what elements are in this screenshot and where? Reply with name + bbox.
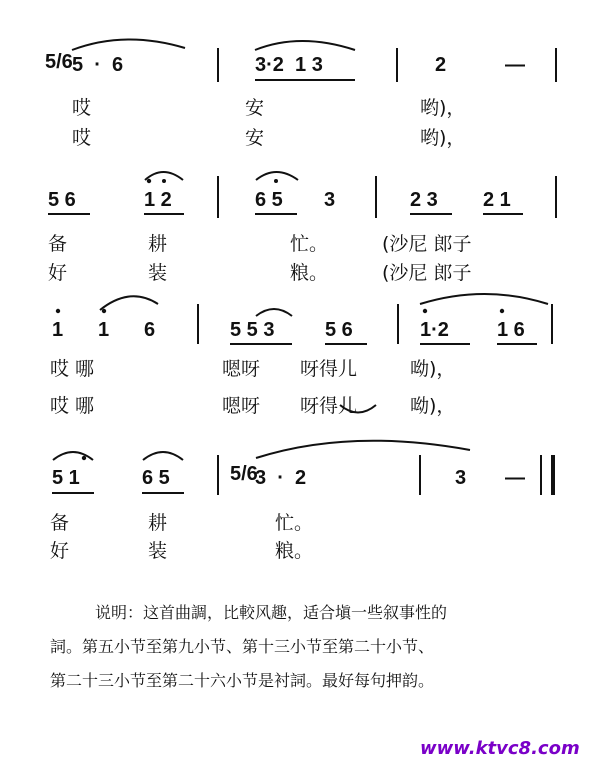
lyric-word: (沙尼 郎子 bbox=[382, 262, 472, 284]
octave-dot bbox=[147, 179, 151, 183]
lyric-word: 安 bbox=[245, 97, 265, 119]
note-group: 6 bbox=[144, 319, 156, 341]
lyric-word: 哟)， bbox=[420, 97, 466, 119]
note-group: 5 6 bbox=[325, 319, 353, 341]
explanation-line-1: 说明：这首曲調，比較风趣，适合塡一些叙事性的 bbox=[95, 603, 448, 622]
explanation-line-2: 詞。第五小节至第九小节、第十三小节至第二十小节、 bbox=[50, 637, 435, 656]
lyric-word: 哟)， bbox=[420, 127, 466, 149]
lyric-word: 粮。 bbox=[275, 540, 314, 562]
octave-dot bbox=[56, 309, 60, 313]
slur bbox=[420, 294, 548, 304]
lyric-word: 好 bbox=[48, 262, 68, 284]
note-group: 3 · 2 bbox=[255, 467, 307, 489]
octave-dot bbox=[423, 309, 427, 313]
explanation-line-3: 第二十三小节至第二十六小节是衬詞。最好每句押韵。 bbox=[50, 671, 435, 690]
octave-dot bbox=[102, 309, 106, 313]
lyric-word: 呦)， bbox=[410, 395, 456, 417]
note-group: 1 bbox=[98, 319, 110, 341]
octave-dot bbox=[82, 456, 86, 460]
slur bbox=[53, 452, 93, 460]
lyric-word: 粮。 bbox=[290, 262, 329, 284]
note-group: 5 6 bbox=[48, 189, 76, 211]
lyric-word: 装 bbox=[148, 540, 168, 562]
lyric-word: 嗯呀 bbox=[222, 358, 261, 380]
note-group: 3·2 1 3 bbox=[255, 54, 323, 76]
fermata-dot bbox=[274, 179, 278, 183]
slur bbox=[143, 452, 183, 460]
fermata-mark: 5/6 bbox=[45, 51, 73, 73]
slur bbox=[256, 309, 292, 316]
fermata-mark: 5/6 bbox=[230, 463, 258, 485]
lyric-word: 忙。 bbox=[290, 233, 329, 255]
slur bbox=[256, 441, 470, 458]
slur bbox=[100, 296, 158, 310]
lyric-word: 装 bbox=[148, 262, 168, 284]
note-group: 6 5 bbox=[255, 189, 283, 211]
lyric-word: 哎 哪 bbox=[50, 395, 95, 417]
note-group: 5 · 6 bbox=[72, 54, 124, 76]
octave-dot bbox=[500, 309, 504, 313]
lyric-word: 耕 bbox=[148, 233, 168, 255]
lyric-word: (沙尼 郎子 bbox=[382, 233, 472, 255]
slur bbox=[256, 172, 298, 180]
note-group: — bbox=[505, 54, 525, 76]
note-group: 1 2 bbox=[144, 189, 172, 211]
lyric-word: 备 bbox=[48, 233, 68, 255]
note-group: 3 bbox=[324, 189, 336, 211]
lyric-word: 备 bbox=[50, 512, 70, 534]
note-group: 6 5 bbox=[142, 467, 170, 489]
lyric-word: 耕 bbox=[148, 512, 168, 534]
slur bbox=[255, 41, 355, 50]
lyric-word: 呀得儿 bbox=[300, 358, 358, 380]
lyric-word: 嗯呀 bbox=[222, 395, 261, 417]
lyric-word: 安 bbox=[245, 127, 265, 149]
lyric-word: 哎 bbox=[72, 127, 92, 149]
slur bbox=[145, 172, 183, 180]
lyric-word: 忙。 bbox=[275, 512, 314, 534]
lyric-word: 哎 哪 bbox=[50, 358, 95, 380]
watermark: www.ktvc8.com bbox=[420, 738, 580, 759]
note-group: 2 bbox=[435, 54, 447, 76]
slur bbox=[340, 405, 376, 413]
note-group: 5 1 bbox=[52, 467, 80, 489]
slur bbox=[72, 39, 185, 50]
note-group: 5 5 3 bbox=[230, 319, 275, 341]
note-group: — bbox=[505, 467, 525, 489]
note-group: 2 1 bbox=[483, 189, 511, 211]
note-group: 1 bbox=[52, 319, 64, 341]
note-group: 1·2 bbox=[420, 319, 449, 341]
lyric-word: 哎 bbox=[72, 97, 92, 119]
lyric-word: 呦)， bbox=[410, 358, 456, 380]
note-group: 1 6 bbox=[497, 319, 525, 341]
lyric-word: 好 bbox=[50, 540, 70, 562]
note-group: 2 3 bbox=[410, 189, 438, 211]
fermata-dot bbox=[162, 179, 166, 183]
note-group: 3 bbox=[455, 467, 467, 489]
lyric-word: 呀得儿 bbox=[300, 395, 358, 417]
